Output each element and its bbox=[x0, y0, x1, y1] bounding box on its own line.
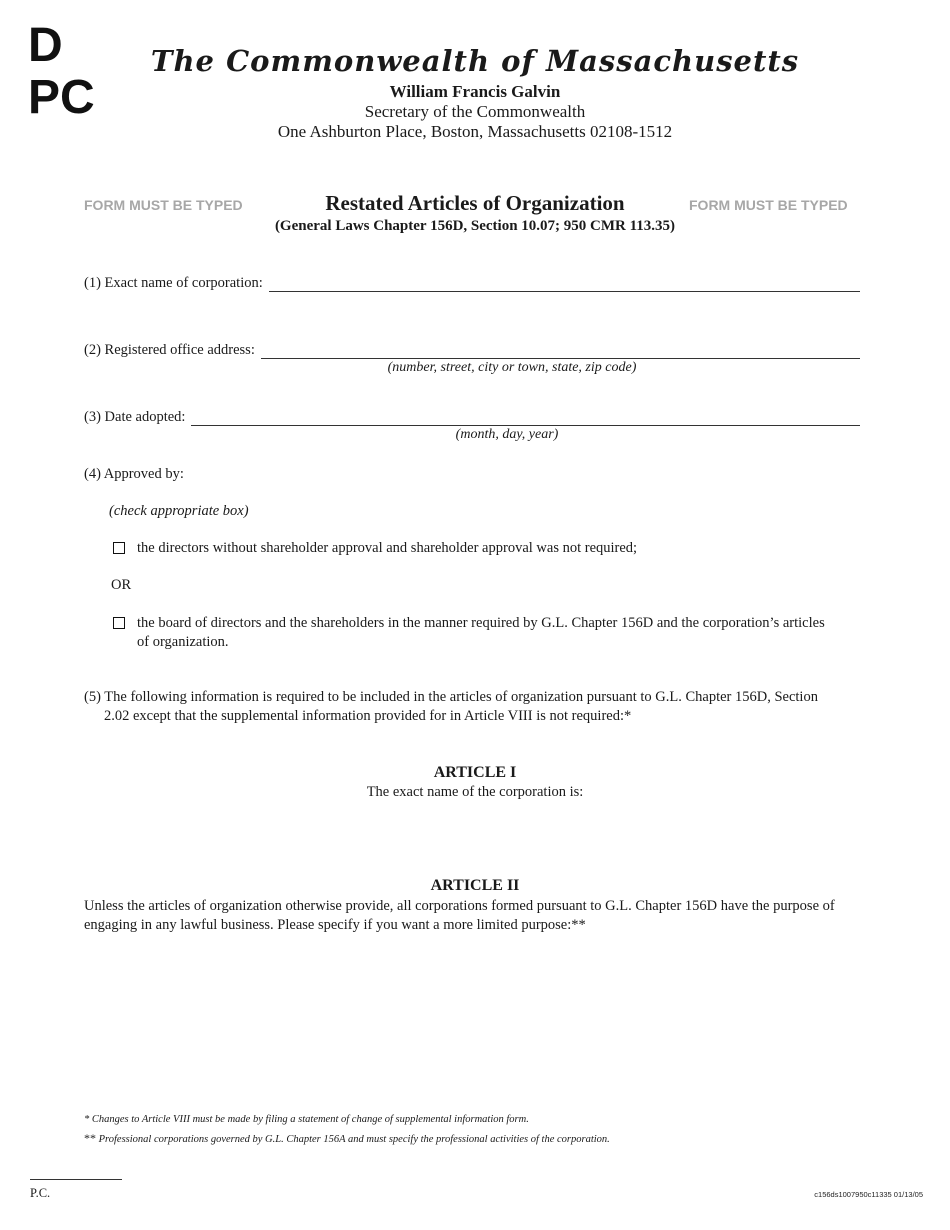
secretary-name: William Francis Galvin bbox=[389, 82, 561, 101]
footnote-2 bbox=[84, 1131, 610, 1146]
corp-name-label: (1) Exact name of corporation: bbox=[84, 275, 263, 291]
office-address-hint: (number, street, city or town, state, zip code) bbox=[387, 360, 637, 375]
office-address-field bbox=[84, 342, 860, 359]
option2-text-line1: the board of directors and the shareholders in the manner required by G.L. Chapter 156D and the corporation’s articles bbox=[137, 615, 825, 631]
corp-name-field bbox=[84, 275, 860, 292]
date-adopted-field bbox=[84, 409, 860, 426]
form-title: Restated Articles of Organization bbox=[325, 191, 625, 215]
article2-line1: Unless the articles of organization otherwise provide, all corporations formed pursuant to G.L. Chapter 156D have the purpose of bbox=[84, 898, 835, 914]
option2-checkbox[interactable] bbox=[113, 617, 125, 629]
article1-heading: ARTICLE I bbox=[433, 764, 517, 781]
or-text: OR bbox=[111, 577, 132, 593]
pc-label: P.C. bbox=[30, 1186, 51, 1200]
corp-name-input[interactable] bbox=[269, 277, 860, 292]
article2-text bbox=[84, 897, 874, 935]
corner-label-d: D bbox=[28, 19, 63, 72]
approved-by-hint: (check appropriate box) bbox=[109, 503, 249, 519]
date-adopted-label: (3) Date adopted: bbox=[84, 409, 186, 425]
office-address-input[interactable] bbox=[261, 344, 860, 359]
date-adopted-hint: (month, day, year) bbox=[455, 427, 559, 442]
option1-text: the directors without shareholder approval and shareholder approval was not required; bbox=[137, 540, 638, 556]
date-adopted-input[interactable] bbox=[191, 411, 860, 426]
footnote-1: * Changes to Article VIII must be made by filing a statement of change of supplemental information form. bbox=[84, 1114, 529, 1125]
item5-line1: (5) The following information is required to be included in the articles of organization pursuant to G.L. Chapter 156D, Section bbox=[84, 689, 818, 705]
option2-text bbox=[137, 614, 857, 652]
article1-text: The exact name of the corporation is: bbox=[366, 784, 584, 800]
secretary-address: One Ashburton Place, Boston, Massachusetts 02108-1512 bbox=[277, 122, 673, 141]
option1-checkbox[interactable] bbox=[113, 542, 125, 554]
item5-text bbox=[84, 688, 864, 726]
option2-text-line2: of organization. bbox=[137, 634, 229, 650]
article2-heading: ARTICLE II bbox=[430, 877, 520, 894]
pc-signature-line bbox=[30, 1179, 122, 1180]
approved-by-label: (4) Approved by: bbox=[84, 466, 184, 482]
form-subtitle: (General Laws Chapter 156D, Section 10.07; 950 CMR 113.35) bbox=[274, 218, 676, 234]
corner-label-pc: PC bbox=[28, 71, 95, 124]
commonwealth-title: The Commonwealth of Massachusetts bbox=[150, 44, 800, 78]
article2-line2: engaging in any lawful business. Please specify if you want a more limited purpose:** bbox=[84, 917, 586, 933]
item5-line2: 2.02 except that the supplemental information provided for in Article VIII is not required:* bbox=[104, 708, 632, 724]
footnote-2-text: Professional corporations governed by G.L. Chapter 156A and must specify the professional activities of the corporation. bbox=[98, 1134, 610, 1145]
form-code: c156ds1007950c11335 01/13/05 bbox=[814, 1190, 923, 1199]
office-address-label: (2) Registered office address: bbox=[84, 342, 255, 358]
typed-notice-left: FORM MUST BE TYPED bbox=[84, 197, 243, 213]
secretary-title: Secretary of the Commonwealth bbox=[364, 102, 586, 121]
typed-notice-right: FORM MUST BE TYPED bbox=[689, 197, 848, 213]
footnote-2-mark: ** bbox=[84, 1131, 96, 1145]
